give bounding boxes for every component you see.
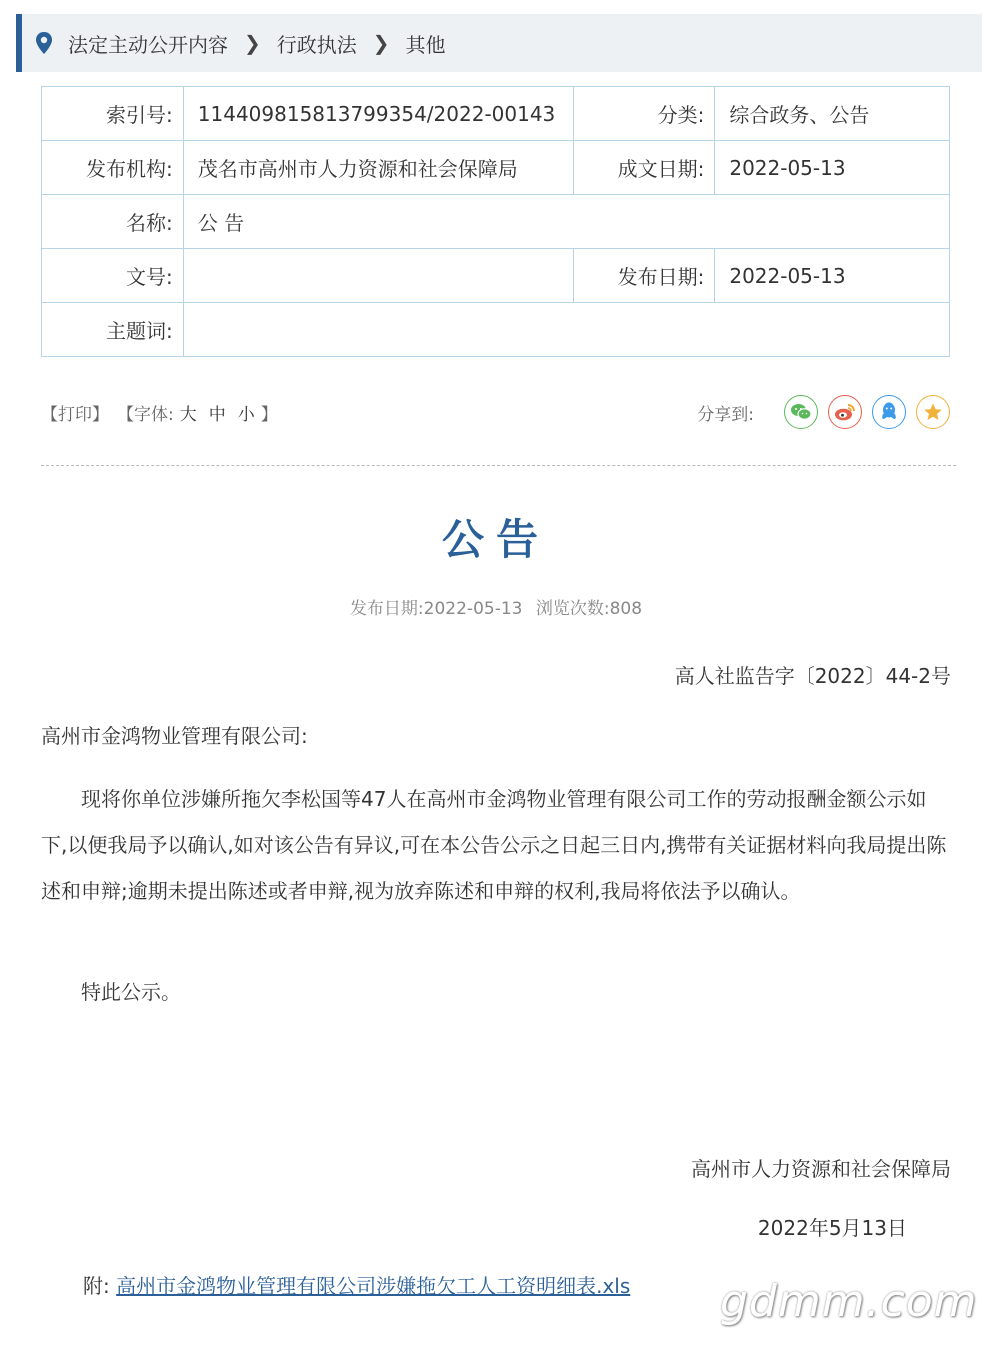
font-size-prefix: 【字体: xyxy=(117,404,174,425)
article-info xyxy=(0,594,992,619)
chevron-right-icon: ❯ xyxy=(372,31,390,55)
publisher-value: 茂名市高州市人力资源和社会保障局 xyxy=(183,141,573,195)
font-size-suffix: 】 xyxy=(260,404,278,425)
index-label: 索引号: xyxy=(42,87,184,141)
name-label: 名称: xyxy=(42,195,184,249)
name-value: 公 告 xyxy=(183,195,949,249)
written-date-value: 2022-05-13 xyxy=(715,141,950,195)
table-row xyxy=(42,249,950,303)
weibo-icon[interactable] xyxy=(828,395,862,429)
docnum-label: 文号: xyxy=(42,249,184,303)
sign-date: 2022年5月13日 xyxy=(757,1216,907,1240)
qzone-icon[interactable] xyxy=(916,395,950,429)
share-label: 分享到: xyxy=(697,404,754,425)
publisher-label: 发布机构: xyxy=(42,141,184,195)
table-row xyxy=(42,87,950,141)
category-value: 综合政务、公告 xyxy=(715,87,950,141)
breadcrumb xyxy=(16,14,982,72)
share-group xyxy=(697,395,950,429)
docnum-value xyxy=(183,249,573,303)
wechat-icon[interactable] xyxy=(784,395,818,429)
article-publish-date: 发布日期:2022-05-13 xyxy=(349,599,523,619)
document-meta-table xyxy=(41,86,950,357)
signer: 高州市人力资源和社会保障局 xyxy=(691,1157,951,1181)
breadcrumb-item-public-content[interactable]: 法定主动公开内容 xyxy=(68,32,228,57)
dashed-divider xyxy=(41,465,956,466)
closing-text: 特此公示。 xyxy=(81,980,181,1004)
font-small-button[interactable]: 小 xyxy=(237,404,255,425)
font-medium-button[interactable]: 中 xyxy=(208,404,226,425)
keywords-label: 主题词: xyxy=(42,303,184,357)
attachment-link[interactable]: 高州市金鸿物业管理有限公司涉嫌拖欠工人工资明细表.xls xyxy=(116,1274,631,1298)
article-toolbar xyxy=(41,390,950,434)
publish-date-label: 发布日期: xyxy=(573,249,715,303)
font-large-button[interactable]: 大 xyxy=(179,404,197,425)
notice-paragraph: 现将你单位涉嫌所拖欠李松国等47人在高州市金鸿物业管理有限公司工作的劳动报酬金额公示如下,以便我局予以确认,如对该公告有异议,可在本公告公示之日起三日内,携带有关证据材料向我局提出陈述和申辩;逾期未提出陈述或者申辩,视为放弃陈述和申辩的权利,我局将依法予以确认。 xyxy=(41,787,947,903)
print-button[interactable]: 【打印】 xyxy=(41,404,109,425)
document-number: 高人社监告字〔2022〕44-2号 xyxy=(674,664,951,688)
table-row xyxy=(42,195,950,249)
chevron-right-icon: ❯ xyxy=(244,31,261,55)
watermark-logo: gdmm.com xyxy=(720,1276,978,1327)
table-row xyxy=(42,141,950,195)
qq-icon[interactable] xyxy=(872,395,906,429)
article-view-count: 浏览次数:808 xyxy=(535,599,643,619)
table-row xyxy=(42,303,950,357)
addressee: 高州市金鸿物业管理有限公司: xyxy=(41,724,308,748)
article-title: 公告 xyxy=(441,515,550,564)
written-date-label: 成文日期: xyxy=(573,141,715,195)
publish-date-value: 2022-05-13 xyxy=(715,249,950,303)
index-value: 114409815813799354/2022-00143 xyxy=(183,87,573,141)
breadcrumb-item-law-enforcement[interactable]: 行政执法 xyxy=(276,32,357,57)
keywords-value xyxy=(183,303,949,357)
location-pin-icon xyxy=(34,31,54,55)
attachment-prefix: 附: xyxy=(83,1274,110,1298)
breadcrumb-item-other[interactable]: 其他 xyxy=(405,32,446,57)
category-label: 分类: xyxy=(573,87,715,141)
